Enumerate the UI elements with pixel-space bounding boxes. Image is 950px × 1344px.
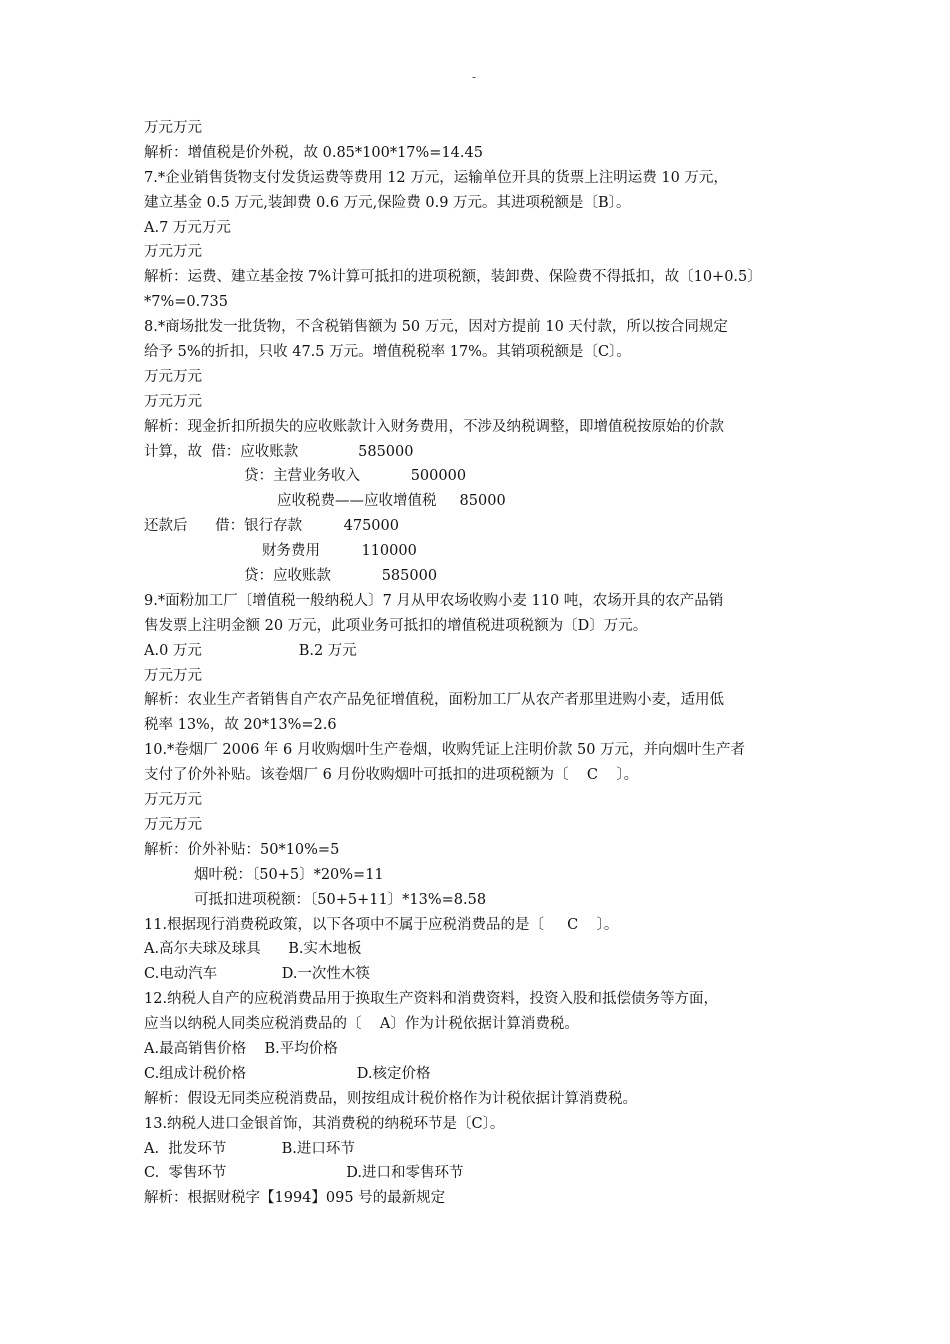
journal-entry-line: 应收税费——应收增值税 85000 <box>277 493 506 510</box>
option-line: A. 批发环节 B.进口环节 <box>144 1140 355 1157</box>
journal-entry-line: 财务费用 110000 <box>262 543 417 560</box>
journal-entry-line: 贷：应收账款 585000 <box>244 568 438 585</box>
option-line: 万元万元 <box>144 792 202 809</box>
question-8-line: 8.*商场批发一批货物，不含税销售额为 50 万元，因对方提前 10 天付款，所以按合同规定 <box>144 319 728 336</box>
option-line: C.组成计税价格 D.核定价格 <box>144 1065 431 1082</box>
header-mark: - <box>472 70 477 84</box>
analysis-line: 烟叶税：〔50+5〕*20%=11 <box>194 866 384 883</box>
option-line: A.最高销售价格 B.平均价格 <box>144 1040 338 1057</box>
question-10-line: 10.*卷烟厂 2006 年 6 月收购烟叶生产卷烟，收购凭证上注明价款 50 万元，并向烟叶生产者 <box>144 742 746 759</box>
question-10-line: 支付了价外补贴。该卷烟厂 6 月份收购烟叶可抵扣的进项税额为〔 C 〕。 <box>144 767 639 784</box>
question-11-line: 11.根据现行消费税政策，以下各项中不属于应税消费品的是〔 C 〕。 <box>144 916 619 933</box>
option-line: 万元万元 <box>144 244 202 261</box>
text-line: 万元万元 <box>144 120 202 136</box>
analysis-line: 可抵扣进项税额：〔50+5+11〕*13%=8.58 <box>194 891 487 908</box>
analysis-line: 解析：现金折扣所损失的应收账款计入财务费用，不涉及纳税调整，即增值税按原始的价款 <box>144 418 724 435</box>
question-9-line: 9.*面粉加工厂〔增值税一般纳税人〕7 月从甲农场收购小麦 110 吨，农场开具的农产品销 <box>144 592 724 609</box>
question-13-line: 13.纳税人进口金银首饰，其消费税的纳税环节是〔C〕。 <box>144 1115 505 1132</box>
journal-entry-line: 贷：主营业务收入 500000 <box>244 468 467 485</box>
journal-entry-line: 还款后 借：银行存款 475000 <box>144 518 399 535</box>
document-body <box>144 116 814 1211</box>
question-12-line: 12.纳税人自产的应税消费品用于换取生产资料和消费资料，投资入股和抵偿债务等方面， <box>144 991 719 1008</box>
analysis-line: 解析：价外补贴：50*10%=5 <box>144 841 340 858</box>
question-7-line: 7.*企业销售货物支付发货运费等费用 12 万元，运输单位开具的货票上注明运费 10 万元， <box>144 169 728 186</box>
journal-entry-line: 计算，故 借：应收账款 585000 <box>144 443 414 460</box>
analysis-line: 解析：假设无同类应税消费品，则按组成计税价格作为计税依据计算消费税。 <box>144 1090 637 1107</box>
question-8-line: 给予 5%的折扣，只收 47.5 万元。增值税税率 17%。其销项税额是〔C〕。 <box>144 344 631 361</box>
option-line: A.0 万元 B.2 万元 <box>144 642 357 659</box>
option-line: A.高尔夫球及球具 B.实木地板 <box>144 941 362 958</box>
option-line: 万元万元 <box>144 368 202 385</box>
question-7-line: 建立基金 0.5 万元,装卸费 0.6 万元,保险费 0.9 万元。其进项税额是〔B〕。 <box>144 194 631 211</box>
option-line: C.电动汽车 D.一次性木筷 <box>144 966 370 983</box>
analysis-line: 解析：农业生产者销售自产农产品免征增值税，面粉加工厂从农产者那里进购小麦，适用低 <box>144 692 724 709</box>
analysis-line: 税率 13%，故 20*13%=2.6 <box>144 717 337 734</box>
analysis-line: *7%=0.735 <box>144 294 228 311</box>
question-12-line: 应当以纳税人同类应税消费品的〔 A〕作为计税依据计算消费税。 <box>144 1016 579 1033</box>
analysis-line: 解析：运费、建立基金按 7%计算可抵扣的进项税额，装卸费、保险费不得抵扣，故〔10+0.5〕 <box>144 269 762 286</box>
analysis-line: 解析：增值税是价外税，故 0.85*100*17%=14.45 <box>144 144 483 161</box>
option-line: C. 零售环节 D.进口和零售环节 <box>144 1165 464 1182</box>
question-9-line: 售发票上注明金额 20 万元，此项业务可抵扣的增值税进项税额为〔D〕万元。 <box>144 617 648 634</box>
option-line: 万元万元 <box>144 816 202 833</box>
option-line: 万元万元 <box>144 393 202 410</box>
option-line: 万元万元 <box>144 667 202 684</box>
analysis-line: 解析：根据财税字【1994】095 号的最新规定 <box>144 1190 446 1207</box>
option-line: A.7 万元万元 <box>144 219 231 236</box>
